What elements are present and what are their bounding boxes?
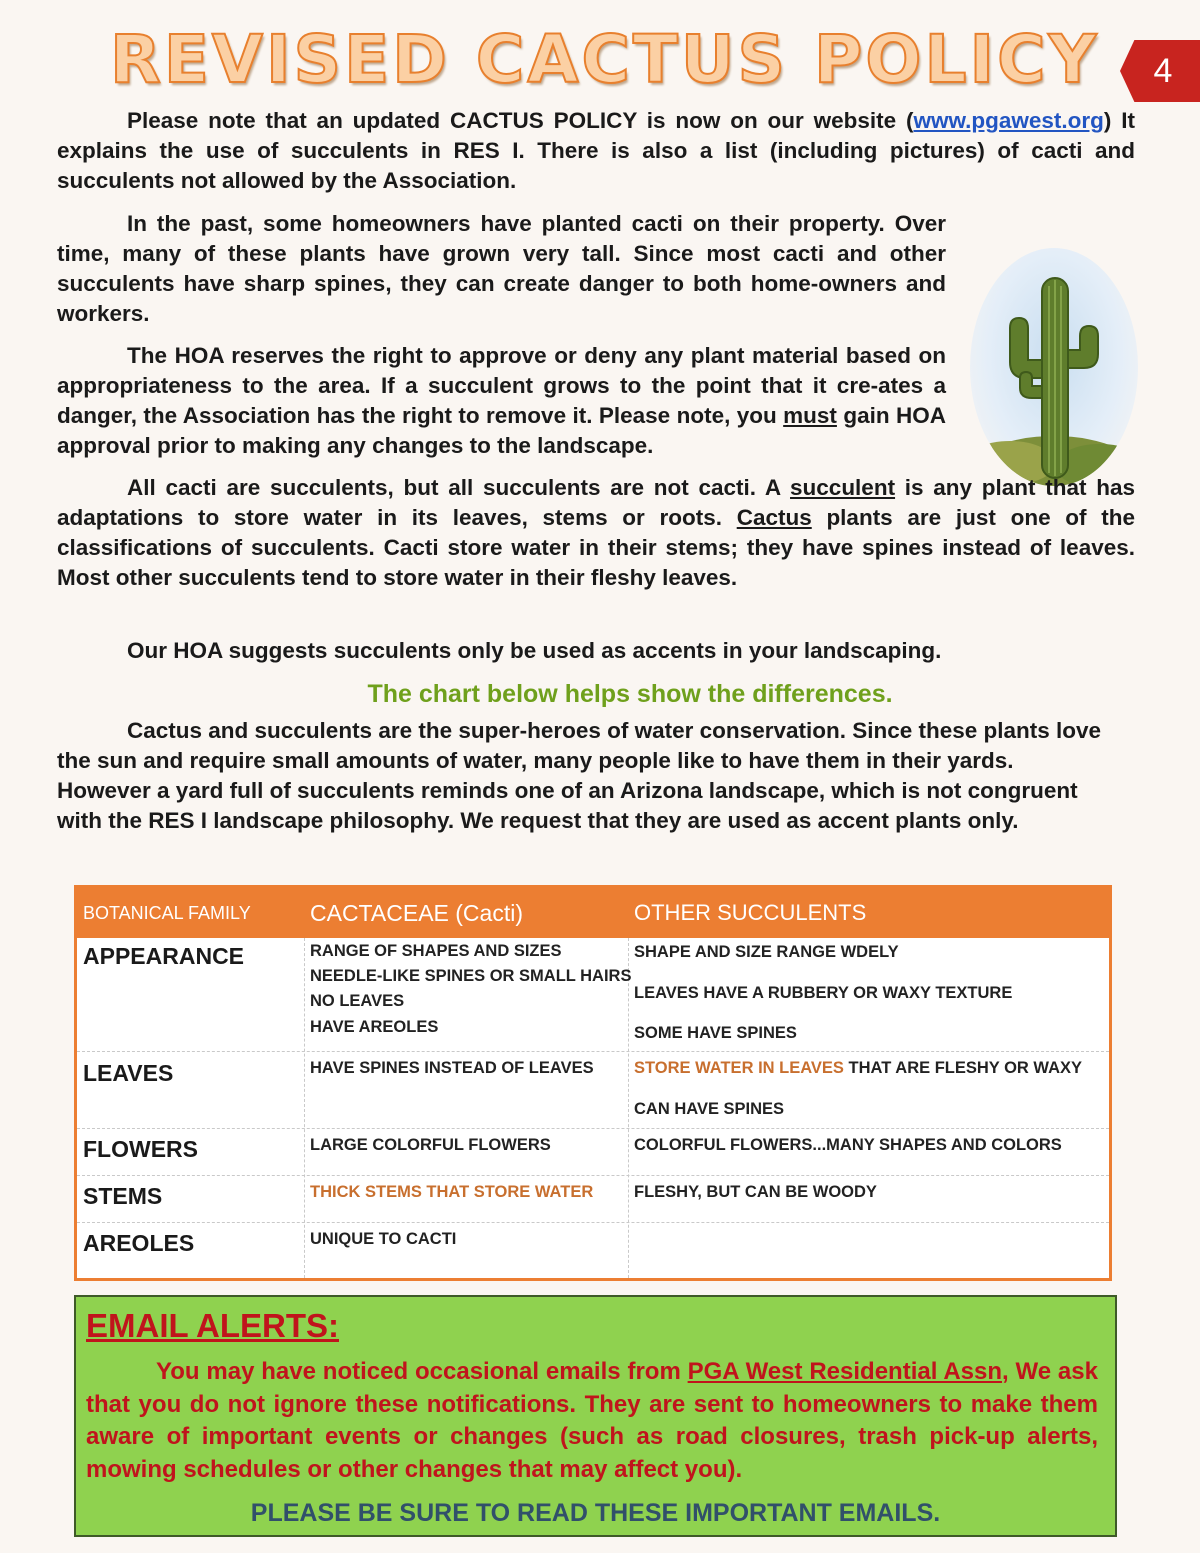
past-paragraph xyxy=(57,209,946,329)
header-other-succulents: OTHER SUCCULENTS xyxy=(634,900,867,925)
succulent-def-text-3: plants are just one of the classifications of succulents. Cacti store water in their stems; they have spines instead of leaves. Most other succulents tend to store water in their fleshy leaves. xyxy=(57,505,1135,590)
row-label-flowers: FLOWERS xyxy=(83,1136,198,1162)
conservation-text: Cactus and succulents are the super-heroes of water conservation. Since these plants love the sun and require small amounts of water, many people like to have them in their yards. However a yard full of succulents reminds one of an Arizona landscape, which is not congruent with the RES I landscape philosophy. We request that they are used as accent plants only. xyxy=(57,718,1102,833)
accent-text: Our HOA suggests succulents only be used as accents in your landscaping. xyxy=(127,638,942,663)
appearance-other-3: SOME HAVE SPINES xyxy=(634,1024,797,1042)
page-number: 4 xyxy=(1153,52,1173,90)
reserves-text-2: gain HOA approval prior to making any changes to the landscape. xyxy=(57,403,946,458)
reserves-text-1: The HOA reserves the right to approve or deny any plant material based on appropriateness to the area. If a succulent grows to the point that it cre-ates a danger, the Association has the right to remove it. Please note, you xyxy=(57,343,946,428)
succulent-word: succulent xyxy=(790,475,896,500)
appearance-cacti-3: NO LEAVES xyxy=(310,992,405,1010)
leaves-other-highlight: STORE WATER IN LEAVES xyxy=(634,1059,844,1077)
flowers-other: COLORFUL FLOWERS...MANY SHAPES AND COLORS xyxy=(634,1136,1062,1154)
accent-paragraph xyxy=(57,636,1135,666)
hoa-reserves-paragraph xyxy=(57,341,946,461)
cactus-illustration xyxy=(970,248,1138,486)
appearance-cacti-1: RANGE OF SHAPES AND SIZES xyxy=(310,942,562,960)
succulent-def-text-2: is any plant that has adaptations to store water in its leaves, stems or roots. xyxy=(57,475,1135,530)
row-label-stems: STEMS xyxy=(83,1183,163,1209)
row-divider xyxy=(77,1051,1109,1052)
row-divider xyxy=(77,1128,1109,1129)
appearance-other-1: SHAPE AND SIZE RANGE WDELY xyxy=(634,943,899,961)
row-divider xyxy=(77,1175,1109,1176)
email-alerts-footer: PLEASE BE SURE TO READ THESE IMPORTANT EMAILS. xyxy=(250,1499,941,1527)
column-divider xyxy=(304,938,305,1278)
intro-text-2: ) It explains the use of succulents in RES I. There is also a list (including pictures) of cacti and succulents not allowed by the Association. xyxy=(57,108,1135,193)
table-header xyxy=(77,888,1109,938)
leaves-other-1 xyxy=(634,1059,1082,1078)
cactus-word: Cactus xyxy=(736,505,812,530)
conservation-paragraph xyxy=(57,716,1107,836)
intro-paragraph xyxy=(57,106,1135,196)
must-word: must xyxy=(783,403,837,428)
stems-other: FLESHY, BUT CAN BE WOODY xyxy=(634,1183,877,1201)
chart-intro-note: The chart below helps show the differences. xyxy=(367,680,893,708)
past-text: In the past, some homeowners have planted cacti on their property. Over time, many of these plants have grown very tall. Since most cacti and other succulents have sharp spines, they can create danger to both home-owners and workers. xyxy=(57,211,946,326)
row-label-leaves: LEAVES xyxy=(83,1060,174,1086)
areoles-cacti: UNIQUE TO CACTI xyxy=(310,1230,457,1248)
page-title: REVISED CACTUS POLICY xyxy=(110,21,1100,98)
leaves-cacti: HAVE SPINES INSTEAD OF LEAVES xyxy=(310,1059,594,1077)
column-divider xyxy=(628,938,629,1278)
row-label-areoles: AREOLES xyxy=(83,1230,195,1256)
appearance-other-2: LEAVES HAVE A RUBBERY OR WAXY TEXTURE xyxy=(634,984,1013,1002)
appearance-cacti-4: HAVE AREOLES xyxy=(310,1018,439,1036)
row-label-appearance: APPEARANCE xyxy=(83,943,245,969)
intro-text-1: Please note that an updated CACTUS POLICY is now on our website ( xyxy=(127,108,914,133)
email-text-2: , We ask that you do not ignore these notifications. They are sent to homeowners to make them aware of important events or changes (such as road closures, trash pick-up alerts, mowing schedules or other changes that may affect you). xyxy=(86,1358,1098,1483)
email-alerts-title: EMAIL ALERTS: xyxy=(86,1307,339,1344)
email-sender-name: PGA West Residential Assn xyxy=(687,1358,1003,1385)
email-text-1: You may have noticed occasional emails from xyxy=(156,1358,688,1385)
stems-cacti: THICK STEMS THAT STORE WATER xyxy=(310,1183,594,1201)
email-alerts-box xyxy=(74,1295,1117,1537)
succulent-definition-paragraph xyxy=(57,473,1135,593)
succulent-def-text-1: All cacti are succulents, but all succulents are not cacti. A xyxy=(127,475,791,500)
website-link[interactable]: www.pgawest.org xyxy=(913,108,1104,133)
cacti-vs-succulents-table xyxy=(74,885,1112,1281)
leaves-other-rest: THAT ARE FLESHY OR WAXY xyxy=(843,1059,1082,1077)
saguaro-cactus-image xyxy=(970,248,1138,486)
leaves-other-2: CAN HAVE SPINES xyxy=(634,1100,785,1118)
header-cactaceae: CACTACEAE (Cacti) xyxy=(310,900,523,926)
email-alerts-body xyxy=(86,1356,1098,1486)
flowers-cacti: LARGE COLORFUL FLOWERS xyxy=(310,1136,551,1154)
row-divider xyxy=(77,1222,1109,1223)
appearance-cacti-2: NEEDLE-LIKE SPINES OR SMALL HAIRS xyxy=(310,967,632,985)
header-botanical-family: BOTANICAL FAMILY xyxy=(83,903,251,923)
